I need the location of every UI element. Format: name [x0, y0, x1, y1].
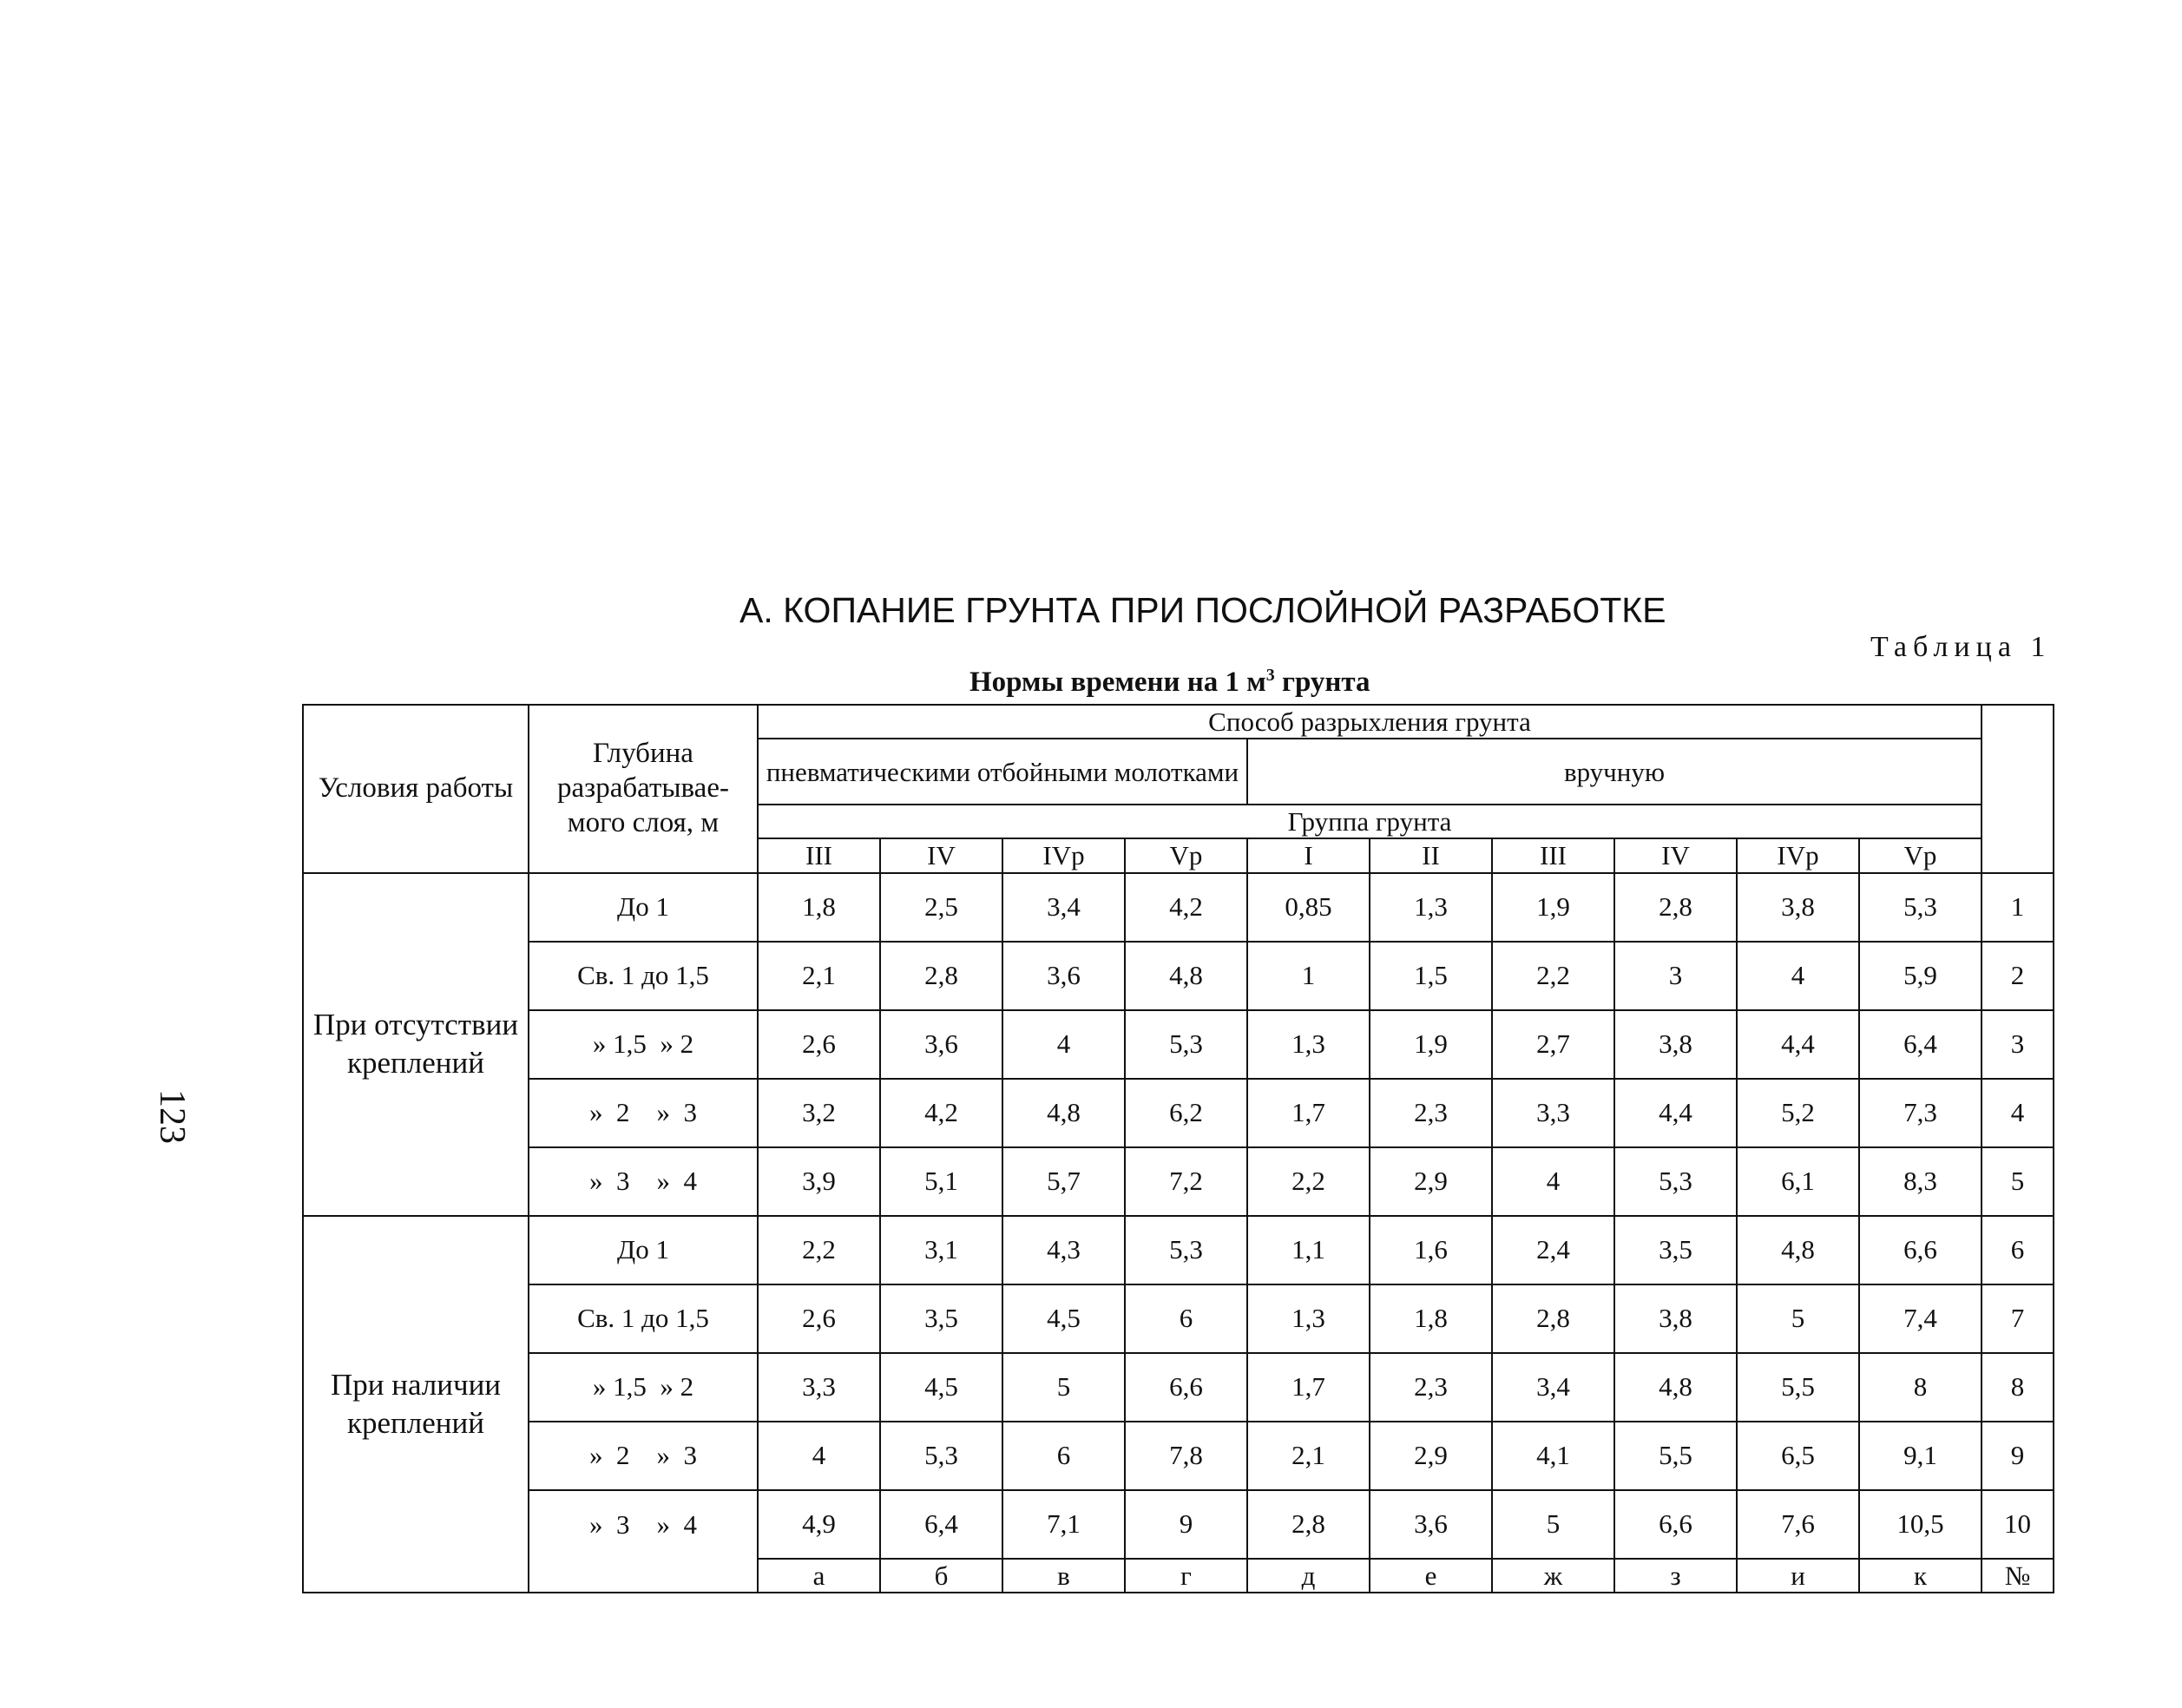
value-cell: 4,2	[1125, 873, 1247, 942]
table-row	[303, 1079, 2054, 1147]
value-cell: 5,3	[1614, 1147, 1737, 1216]
condition-cell: При отсутствии креплений	[303, 873, 529, 1216]
value-cell: 4,4	[1737, 1010, 1859, 1079]
column-letter-cell: з	[1614, 1559, 1737, 1593]
value-cell: 5,2	[1737, 1079, 1859, 1147]
value-cell: 3,9	[758, 1147, 880, 1216]
column-letter-cell: д	[1247, 1559, 1370, 1593]
depth-cell: » 1,5 » 2	[529, 1353, 758, 1422]
row-number-cell: 9	[1982, 1422, 2054, 1490]
value-cell: 4,2	[880, 1079, 1002, 1147]
depth-cell: » 3 » 4	[529, 1490, 758, 1559]
value-cell: 7,1	[1002, 1490, 1125, 1559]
column-letter-cell: и	[1737, 1559, 1859, 1593]
value-cell: 5,1	[880, 1147, 1002, 1216]
value-cell: 7,8	[1125, 1422, 1247, 1490]
value-cell: 5	[1492, 1490, 1614, 1559]
header-manual: вручную	[1247, 739, 1982, 805]
value-cell: 4,5	[1002, 1284, 1125, 1353]
value-cell: 4,8	[1125, 942, 1247, 1010]
column-letter-cell: г	[1125, 1559, 1247, 1593]
value-cell: 5	[1737, 1284, 1859, 1353]
value-cell: 2,3	[1370, 1353, 1492, 1422]
header-depth: Глубина разрабатывае-мого слоя, м	[529, 705, 758, 873]
value-cell: 3,3	[758, 1353, 880, 1422]
column-letter-cell: б	[880, 1559, 1002, 1593]
header-group-9: Vр	[1859, 838, 1982, 872]
value-cell: 5,3	[1859, 873, 1982, 942]
value-cell: 4,4	[1614, 1079, 1737, 1147]
number-label-cell: №	[1982, 1559, 2054, 1593]
value-cell: 3,4	[1492, 1353, 1614, 1422]
table-row	[303, 1353, 2054, 1422]
depth-blank-cell	[529, 1559, 758, 1593]
value-cell: 1,5	[1370, 942, 1492, 1010]
table-row	[303, 1422, 2054, 1490]
table-label: Таблица 1	[1870, 631, 2052, 663]
value-cell: 5,9	[1859, 942, 1982, 1010]
value-cell: 1,9	[1370, 1010, 1492, 1079]
table-row	[303, 1147, 2054, 1216]
norms-table	[302, 704, 2054, 1593]
value-cell: 4	[1492, 1147, 1614, 1216]
table-caption	[969, 666, 1370, 699]
column-letter-cell: ж	[1492, 1559, 1614, 1593]
value-cell: 5,5	[1614, 1422, 1737, 1490]
value-cell: 6,6	[1125, 1353, 1247, 1422]
value-cell: 8	[1859, 1353, 1982, 1422]
caption-superscript: 3	[1265, 666, 1275, 685]
value-cell: 1,8	[1370, 1284, 1492, 1353]
value-cell: 0,85	[1247, 873, 1370, 942]
value-cell: 5	[1002, 1353, 1125, 1422]
header-group-7: IV	[1614, 838, 1737, 872]
value-cell: 4	[758, 1422, 880, 1490]
value-cell: 6,6	[1859, 1216, 1982, 1284]
header-group-8: IVр	[1737, 838, 1859, 872]
header-soil-group: Группа грунта	[758, 805, 1982, 838]
value-cell: 1,1	[1247, 1216, 1370, 1284]
value-cell: 4	[1737, 942, 1859, 1010]
depth-cell: Св. 1 до 1,5	[529, 1284, 758, 1353]
column-letter-cell: а	[758, 1559, 880, 1593]
table-row	[303, 1216, 2054, 1284]
value-cell: 2,1	[1247, 1422, 1370, 1490]
value-cell: 3,8	[1614, 1284, 1737, 1353]
condition-cell: При наличии креплений	[303, 1216, 529, 1593]
header-number-blank	[1982, 705, 2054, 873]
value-cell: 4,9	[758, 1490, 880, 1559]
header-conditions: Условия работы	[303, 705, 529, 873]
value-cell: 3,5	[1614, 1216, 1737, 1284]
value-cell: 4,8	[1737, 1216, 1859, 1284]
row-number-cell: 3	[1982, 1010, 2054, 1079]
table-row	[303, 873, 2054, 942]
depth-cell: » 2 » 3	[529, 1079, 758, 1147]
value-cell: 2,1	[758, 942, 880, 1010]
value-cell: 6	[1125, 1284, 1247, 1353]
value-cell: 2,3	[1370, 1079, 1492, 1147]
page-number: 123	[152, 1089, 192, 1144]
depth-cell: До 1	[529, 873, 758, 942]
value-cell: 6,2	[1125, 1079, 1247, 1147]
value-cell: 7,3	[1859, 1079, 1982, 1147]
value-cell: 3,2	[758, 1079, 880, 1147]
value-cell: 7,6	[1737, 1490, 1859, 1559]
value-cell: 4,3	[1002, 1216, 1125, 1284]
value-cell: 1,3	[1370, 873, 1492, 942]
depth-cell: » 1,5 » 2	[529, 1010, 758, 1079]
value-cell: 3,8	[1614, 1010, 1737, 1079]
value-cell: 3,1	[880, 1216, 1002, 1284]
value-cell: 6,5	[1737, 1422, 1859, 1490]
value-cell: 2,9	[1370, 1422, 1492, 1490]
depth-cell: » 2 » 3	[529, 1422, 758, 1490]
value-cell: 3,3	[1492, 1079, 1614, 1147]
value-cell: 1,7	[1247, 1353, 1370, 1422]
value-cell: 1,6	[1370, 1216, 1492, 1284]
table-row	[303, 1284, 2054, 1353]
value-cell: 3	[1614, 942, 1737, 1010]
value-cell: 2,2	[1247, 1147, 1370, 1216]
column-letters-row	[303, 1559, 2054, 1593]
value-cell: 2,4	[1492, 1216, 1614, 1284]
value-cell: 5,3	[1125, 1216, 1247, 1284]
row-number-cell: 5	[1982, 1147, 2054, 1216]
depth-cell: До 1	[529, 1216, 758, 1284]
header-group-2: IVр	[1002, 838, 1125, 872]
value-cell: 1,3	[1247, 1010, 1370, 1079]
value-cell: 3,8	[1737, 873, 1859, 942]
header-group-5: II	[1370, 838, 1492, 872]
value-cell: 6,4	[1859, 1010, 1982, 1079]
value-cell: 2,8	[880, 942, 1002, 1010]
value-cell: 1,9	[1492, 873, 1614, 942]
row-number-cell: 10	[1982, 1490, 2054, 1559]
value-cell: 3,6	[1002, 942, 1125, 1010]
value-cell: 2,8	[1247, 1490, 1370, 1559]
value-cell: 7,4	[1859, 1284, 1982, 1353]
column-letter-cell: к	[1859, 1559, 1982, 1593]
value-cell: 9	[1125, 1490, 1247, 1559]
depth-cell: » 3 » 4	[529, 1147, 758, 1216]
row-number-cell: 4	[1982, 1079, 2054, 1147]
row-number-cell: 6	[1982, 1216, 2054, 1284]
header-pneumatic: пневматическими отбойными молотками	[758, 739, 1247, 805]
value-cell: 2,5	[880, 873, 1002, 942]
value-cell: 2,9	[1370, 1147, 1492, 1216]
column-letter-cell: в	[1002, 1559, 1125, 1593]
value-cell: 3,6	[880, 1010, 1002, 1079]
value-cell: 2,6	[758, 1284, 880, 1353]
caption-prefix: Нормы времени на 1 м	[969, 667, 1266, 698]
value-cell: 1,8	[758, 873, 880, 942]
row-number-cell: 7	[1982, 1284, 2054, 1353]
value-cell: 4,8	[1614, 1353, 1737, 1422]
value-cell: 2,2	[1492, 942, 1614, 1010]
value-cell: 7,2	[1125, 1147, 1247, 1216]
value-cell: 4,5	[880, 1353, 1002, 1422]
value-cell: 2,2	[758, 1216, 880, 1284]
value-cell: 6,1	[1737, 1147, 1859, 1216]
column-letter-cell: е	[1370, 1559, 1492, 1593]
row-number-cell: 2	[1982, 942, 2054, 1010]
row-number-cell: 8	[1982, 1353, 2054, 1422]
value-cell: 8,3	[1859, 1147, 1982, 1216]
value-cell: 10,5	[1859, 1490, 1982, 1559]
value-cell: 2,8	[1614, 873, 1737, 942]
value-cell: 4,1	[1492, 1422, 1614, 1490]
value-cell: 1	[1247, 942, 1370, 1010]
value-cell: 5,5	[1737, 1353, 1859, 1422]
table-row	[303, 1010, 2054, 1079]
value-cell: 6	[1002, 1422, 1125, 1490]
header-group-3: Vр	[1125, 838, 1247, 872]
value-cell: 9,1	[1859, 1422, 1982, 1490]
value-cell: 1,3	[1247, 1284, 1370, 1353]
value-cell: 2,6	[758, 1010, 880, 1079]
header-method: Способ разрыхления грунта	[758, 705, 1982, 739]
value-cell: 3,4	[1002, 873, 1125, 942]
caption-suffix: грунта	[1274, 667, 1370, 698]
value-cell: 1,7	[1247, 1079, 1370, 1147]
header-group-4: I	[1247, 838, 1370, 872]
value-cell: 5,7	[1002, 1147, 1125, 1216]
header-group-0: III	[758, 838, 880, 872]
depth-cell: Св. 1 до 1,5	[529, 942, 758, 1010]
header-group-1: IV	[880, 838, 1002, 872]
value-cell: 3,5	[880, 1284, 1002, 1353]
value-cell: 2,8	[1492, 1284, 1614, 1353]
value-cell: 5,3	[880, 1422, 1002, 1490]
value-cell: 3,6	[1370, 1490, 1492, 1559]
table-row	[303, 942, 2054, 1010]
value-cell: 4	[1002, 1010, 1125, 1079]
section-title: А. КОПАНИЕ ГРУНТА ПРИ ПОСЛОЙНОЙ РАЗРАБОТКЕ	[739, 590, 1666, 630]
value-cell: 6,6	[1614, 1490, 1737, 1559]
row-number-cell: 1	[1982, 873, 2054, 942]
value-cell: 5,3	[1125, 1010, 1247, 1079]
header-group-6: III	[1492, 838, 1614, 872]
value-cell: 2,7	[1492, 1010, 1614, 1079]
value-cell: 4,8	[1002, 1079, 1125, 1147]
table-row	[303, 1490, 2054, 1559]
value-cell: 6,4	[880, 1490, 1002, 1559]
